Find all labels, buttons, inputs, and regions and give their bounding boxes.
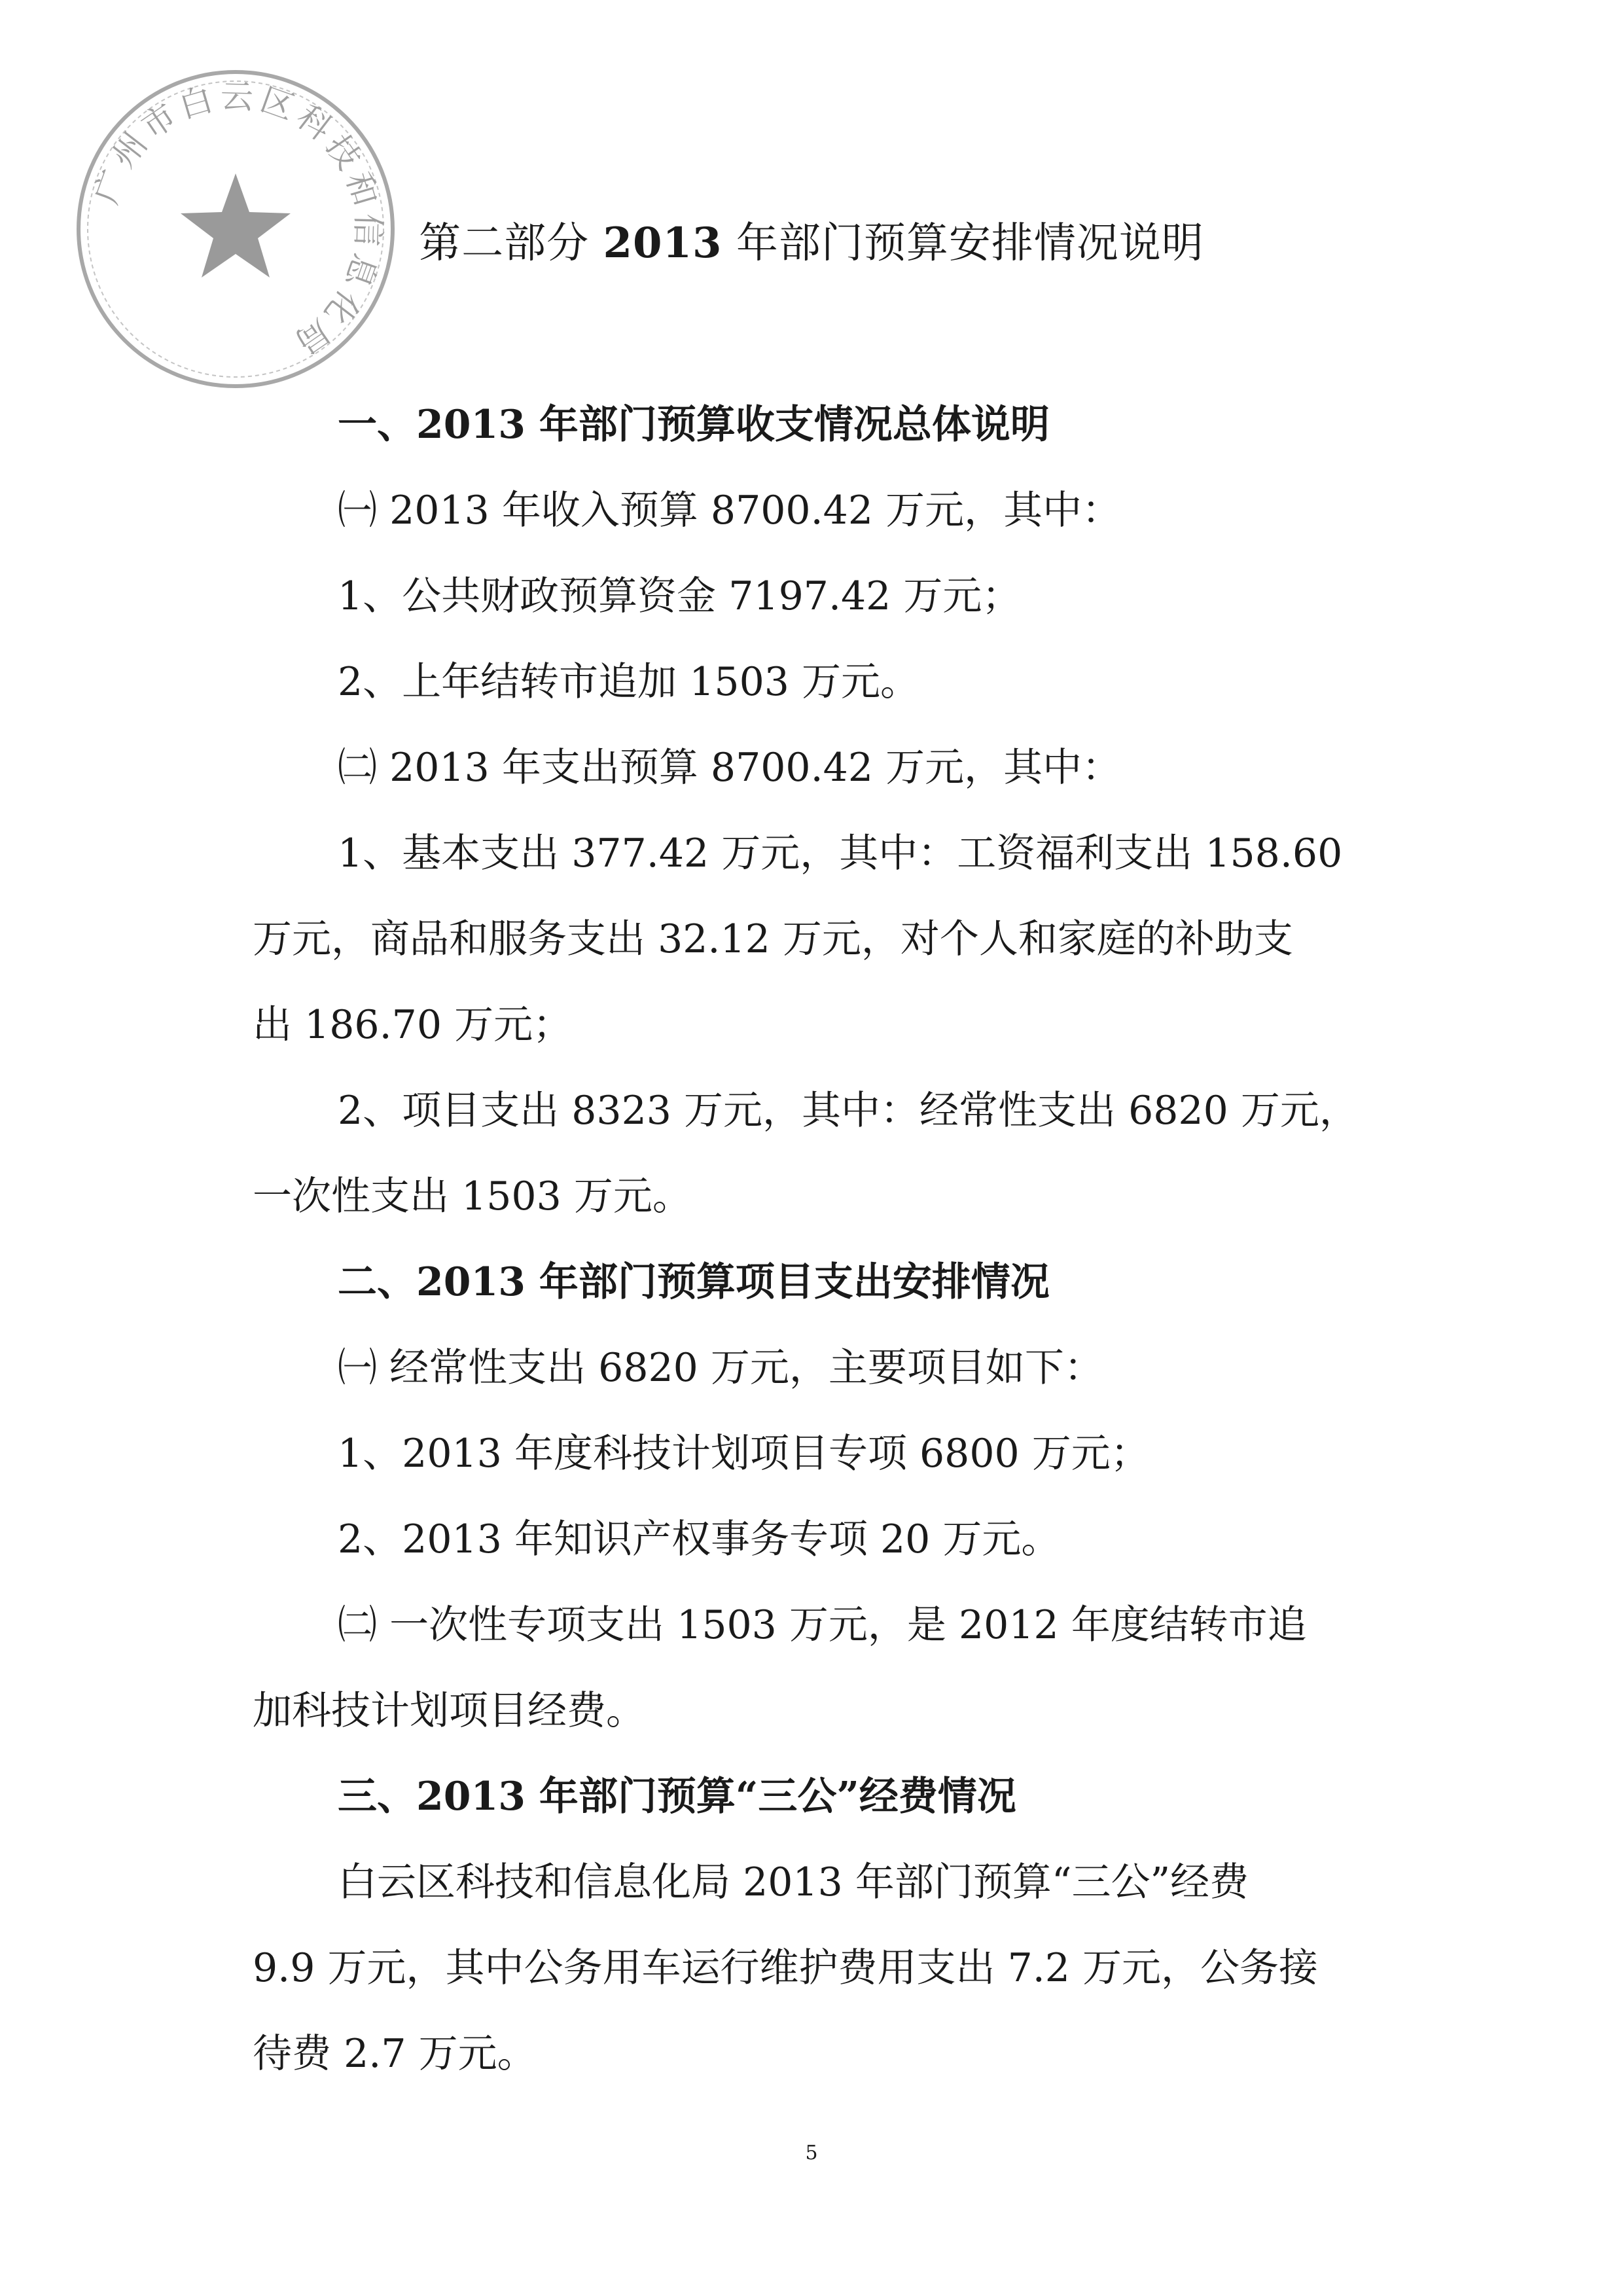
text-line: 2、2013 年知识产权事务专项 20 万元。 — [338, 1516, 1061, 1562]
title-year: 2013 — [603, 219, 722, 268]
document-body — [253, 382, 1385, 2097]
section-heading: 二、2013 年部门预算项目支出安排情况 — [338, 1259, 1050, 1305]
seal-inscription: 广州市白云区科技和信息化局 — [86, 77, 387, 365]
page-number: 5 — [805, 2142, 818, 2164]
text-line: 一次性支出 1503 万元。 — [253, 1174, 692, 1219]
text-line: ㈡ 2013 年支出预算 8700.42 万元，其中： — [338, 745, 1122, 791]
text-line: 9.9 万元，其中公务用车运行维护费用支出 7.2 万元，公务接 — [253, 1945, 1319, 1991]
text-line: 2、项目支出 8323 万元，其中：经常性支出 6820 万元， — [338, 1088, 1359, 1134]
text-line: ㈠ 经常性支出 6820 万元，主要项目如下： — [338, 1345, 1103, 1391]
section-heading: 三、2013 年部门预算“三公”经费情况 — [338, 1774, 1016, 1820]
text-line: 出 186.70 万元； — [253, 1002, 573, 1048]
text-line: 2、上年结转市追加 1503 万元。 — [338, 659, 920, 705]
text-line: 1、基本支出 377.42 万元，其中：工资福利支出 158.60 — [338, 831, 1343, 876]
text-line: 万元，商品和服务支出 32.12 万元，对个人和家庭的补助支 — [253, 916, 1293, 962]
section-heading: 一、2013 年部门预算收支情况总体说明 — [338, 402, 1050, 448]
title-suffix: 年部门预算安排情况说明 — [722, 219, 1204, 268]
text-line: ㈡ 一次性专项支出 1503 万元，是 2012 年度结转市追 — [338, 1602, 1307, 1648]
page-title — [0, 211, 1623, 276]
text-line: ㈠ 2013 年收入预算 8700.42 万元，其中： — [338, 488, 1122, 533]
title-prefix: 第二部分 — [419, 219, 603, 268]
text-line: 白云区科技和信息化局 2013 年部门预算“三公”经费 — [338, 1859, 1249, 1905]
text-line: 加科技计划项目经费。 — [253, 1688, 645, 1734]
text-line: 1、2013 年度科技计划项目专项 6800 万元； — [338, 1431, 1150, 1477]
text-line: 待费 2.7 万元。 — [253, 2031, 537, 2077]
text-line: 1、公共财政预算资金 7197.42 万元； — [338, 573, 1022, 619]
